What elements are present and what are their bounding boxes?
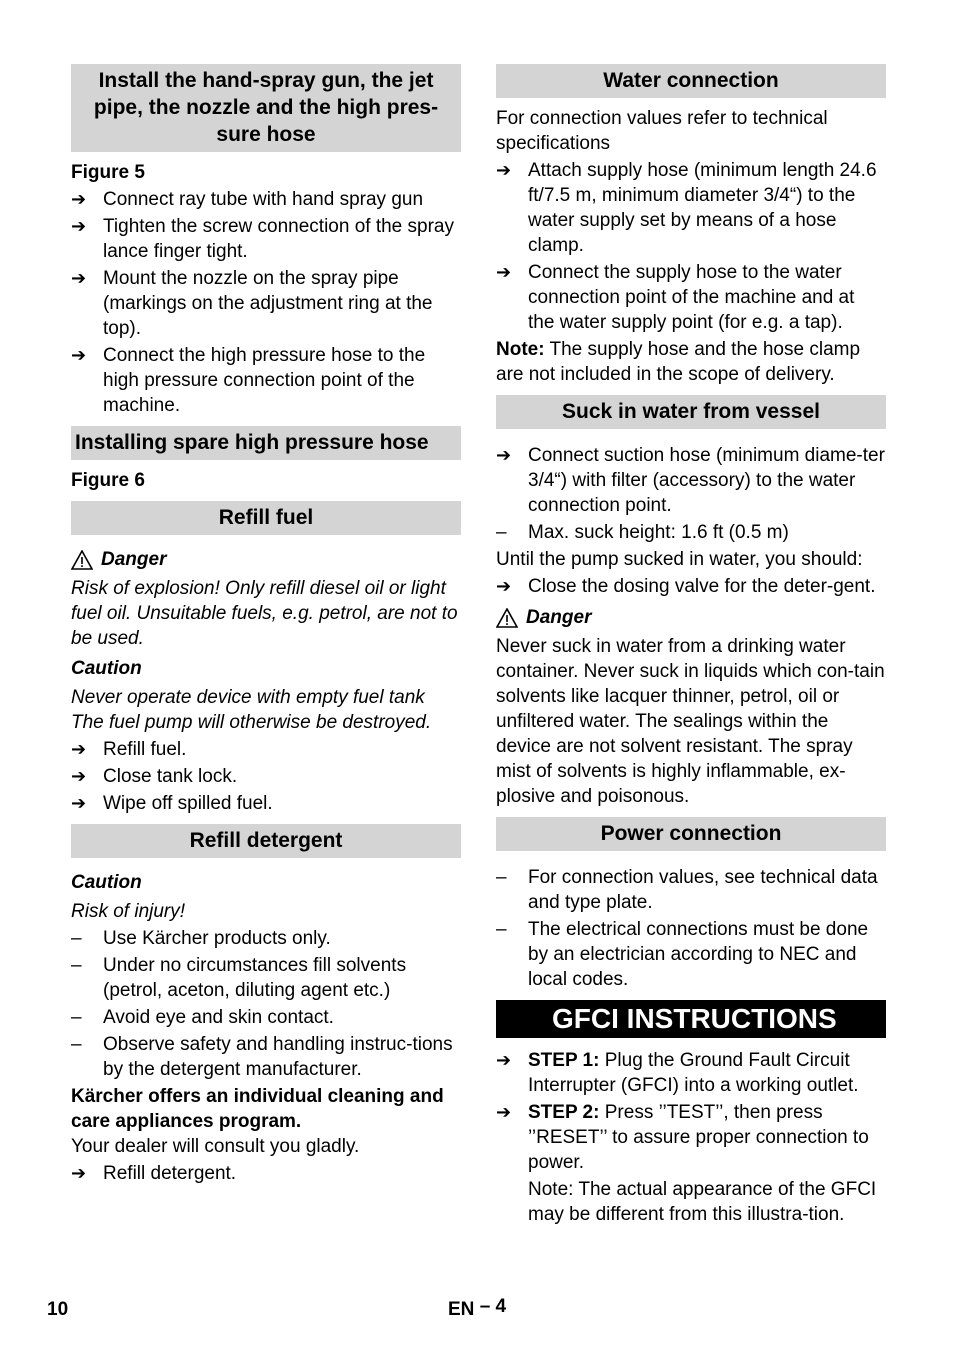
list-item: ➔ Connect ray tube with hand spray gun [71, 189, 424, 210]
power-dash-list [496, 865, 886, 992]
page-number: 10 [47, 1299, 69, 1320]
list-item: – Observe safety and handling instruc-tions by the detergent manufacturer. [71, 1034, 453, 1080]
detergent-dash-list [71, 926, 461, 1082]
danger-text: Risk of explosion! Only refill diesel oil or light fuel oil. Unsuitable fuels, e.g. petrol, are not to be used. [71, 578, 458, 649]
arrow-right-icon: ➔ [71, 189, 87, 209]
dash-bullet: – [496, 522, 507, 543]
arrow-right-icon: ➔ [71, 739, 87, 759]
heading-installing-spare-hose: Installing spare high pressure hose [71, 426, 461, 460]
footer-section: EN – 4 [448, 1296, 507, 1320]
right-column [496, 64, 886, 1227]
list-item: – Use Kärcher products only. [71, 928, 331, 949]
heading-suck-water: Suck in water from vessel [496, 395, 886, 429]
left-column [71, 64, 461, 1186]
dealer-text: Your dealer will consult you gladly. [71, 1136, 360, 1157]
arrow-right-icon: ➔ [71, 268, 87, 288]
arrow-right-icon: ➔ [496, 1050, 512, 1070]
warning-triangle-icon [496, 608, 518, 628]
heading-refill-detergent: Refill detergent [71, 824, 461, 858]
water-steps-list [496, 158, 886, 335]
fuel-steps-list [71, 737, 461, 816]
danger-label: Danger [71, 547, 461, 572]
list-item: ➔ Refill detergent. [71, 1163, 237, 1184]
water-intro-text: For connection values refer to technical specifications [496, 108, 828, 154]
arrow-right-icon: ➔ [71, 345, 87, 365]
list-item: ➔ Connect the high pressure hose to the high pressure connection point of the machine. [71, 345, 426, 416]
arrow-right-icon: ➔ [496, 160, 512, 180]
warning-triangle-icon [71, 550, 93, 570]
heading-water-connection: Water connection [496, 64, 886, 98]
dash-bullet: – [496, 919, 507, 940]
install-steps-list [71, 187, 461, 418]
until-pump-text: Until the pump sucked in water, you should: [496, 549, 863, 570]
dash-bullet: – [71, 928, 82, 949]
arrow-right-icon: ➔ [496, 445, 512, 465]
arrow-right-icon: ➔ [71, 766, 87, 786]
list-item: – For connection values, see technical data and type plate. [496, 867, 878, 913]
caution-label: Caution [71, 872, 142, 893]
note-text: Note: The supply hose and the hose clamp are not included in the scope of delivery. [496, 339, 861, 385]
heading-power-connection: Power connection [496, 817, 886, 851]
danger-text: Never suck in water from a drinking water container. Never suck in liquids which con-tain solvents like lacquer thinner, petrol, oil or unfiltered water. The sealings within the device are not solvent resistant. The spray mist of solvents is highly inflammable, ex-plosive and poisonous. [496, 636, 885, 807]
karcher-program-text: Kärcher offers an individual cleaning and care appliances program. [71, 1086, 444, 1132]
list-item: ➔ STEP 2: Press ’’TEST’’, then press ’’RESET’’ to assure proper connection to power. [496, 1102, 869, 1173]
list-item: – Max. suck height: 1.6 ft (0.5 m) [496, 522, 789, 543]
heading-refill-fuel: Refill fuel [71, 501, 461, 535]
list-item: – The electrical connections must be done by an electrician according to NEC and local codes. [496, 919, 869, 990]
figure-5-label: Figure 5 [71, 162, 145, 183]
list-item: ➔ Mount the nozzle on the spray pipe (markings on the adjustment ring at the top). [71, 268, 433, 339]
list-item: ➔ Close the dosing valve for the deter-gent. [496, 576, 876, 597]
list-item: ➔ Connect the supply hose to the water connection point of the machine and at the water supply point (for e.g. a tap). [496, 262, 855, 333]
arrow-right-icon: ➔ [71, 216, 87, 236]
arrow-right-icon: ➔ [71, 793, 87, 813]
list-item: ➔ Attach supply hose (minimum length 24.6 ft/7.5 m, minimum diameter 3/4“) to the water supply set by means of a hose clamp. [496, 160, 877, 256]
heading-gfci-instructions: GFCI INSTRUCTIONS [496, 1000, 886, 1038]
arrow-right-icon: ➔ [496, 576, 512, 596]
arrow-right-icon: ➔ [71, 1163, 87, 1183]
arrow-right-icon: ➔ [496, 262, 512, 282]
dash-bullet: – [71, 1007, 82, 1028]
list-item: – Avoid eye and skin contact. [71, 1007, 334, 1028]
heading-install-spray-gun: Install the hand-spray gun, the jet pipe, the nozzle and the high pres-sure hose [71, 64, 461, 152]
list-item: ➔ STEP 1: Plug the Ground Fault Circuit Interrupter (GFCI) into a working outlet. [496, 1050, 859, 1096]
list-item: ➔ Close tank lock. [71, 766, 238, 787]
figure-6-label: Figure 6 [71, 470, 145, 491]
list-item: ➔ Wipe off spilled fuel. [71, 793, 273, 814]
dash-bullet: – [71, 1034, 82, 1055]
gfci-note-text: Note: The actual appearance of the GFCI may be different from this illustra-tion. [528, 1179, 877, 1225]
list-item: ➔ Refill fuel. [71, 739, 187, 760]
list-item: ➔ Connect suction hose (minimum diame-ter 3/4“) with filter (accessory) to the water connection point. [496, 445, 885, 516]
caution-label: Caution [71, 658, 142, 679]
list-item: – Under no circumstances fill solvents (petrol, aceton, diluting agent etc.) [71, 955, 407, 1001]
dash-bullet: – [496, 867, 507, 888]
caution-text: Risk of injury! [71, 901, 186, 922]
danger-label: Danger [496, 605, 886, 630]
dash-bullet: – [71, 955, 82, 976]
caution-text: Never operate device with empty fuel tank The fuel pump will otherwise be destroyed. [71, 687, 432, 733]
arrow-right-icon: ➔ [496, 1102, 512, 1122]
list-item: ➔ Tighten the screw connection of the spray lance finger tight. [71, 216, 454, 262]
